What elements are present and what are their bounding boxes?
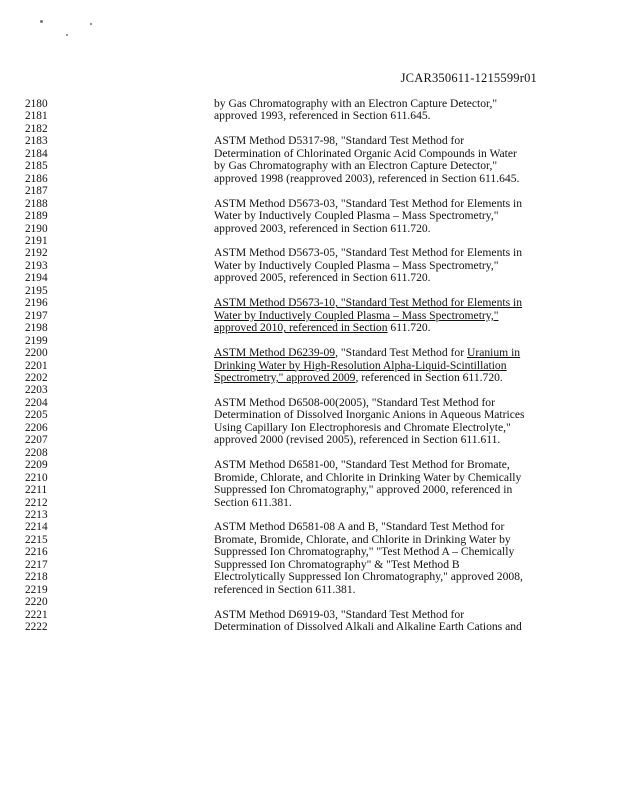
line-number: 2212 [25, 496, 48, 509]
line-number: 2189 [25, 210, 48, 223]
line-number: 2222 [25, 621, 48, 634]
line-number: 2185 [25, 160, 48, 173]
line-number: 2193 [25, 259, 48, 272]
line-number: 2208 [25, 446, 48, 459]
line-text [214, 173, 544, 185]
line-number: 2203 [25, 384, 48, 397]
line-text [214, 372, 544, 384]
amended-text: ASTM Method D6239-09 [214, 346, 336, 360]
text-line [0, 110, 619, 122]
text-line [0, 484, 619, 496]
text-segment: Suppressed Ion Chromatography," approved 2000, referenced in [214, 483, 513, 497]
text-segment: ASTM Method D6581-00, "Standard Test Method for Bromate, [214, 458, 510, 472]
line-number: 2214 [25, 521, 48, 534]
line-number: 2187 [25, 185, 48, 198]
line-number: 2199 [25, 334, 48, 347]
text-segment: Suppressed Ion Chromatography" & "Test Method B [214, 557, 460, 571]
line-number: 2197 [25, 309, 48, 322]
line-number: 2217 [25, 558, 48, 571]
text-line [0, 584, 619, 596]
scan-speck [40, 20, 43, 23]
line-number: 2198 [25, 322, 48, 335]
numbered-text-body [0, 98, 619, 633]
text-segment: Water by Inductively Coupled Plasma – Mass Spectrometry," [214, 258, 499, 272]
document-id-header: JCAR350611-1215599r01 [400, 71, 537, 85]
text-segment: approved 1993, referenced in Section 611.645. [214, 109, 431, 123]
line-number: 2184 [25, 147, 48, 160]
text-segment: , "Standard Test Method for [335, 346, 467, 360]
line-number: 2206 [25, 421, 48, 434]
text-segment: Determination of Dissolved Inorganic Anions in Aqueous Matrices [214, 408, 525, 422]
line-text [214, 110, 544, 122]
line-text [214, 584, 544, 596]
text-segment: Bromide, Chlorate, and Chlorite in Drinking Water by Chemically [214, 470, 522, 484]
line-number: 2200 [25, 347, 48, 360]
text-segment: Section 611.381. [214, 495, 292, 509]
line-number: 2194 [25, 272, 48, 285]
amended-text: approved 2010, referenced in Section [214, 321, 388, 335]
text-line [0, 322, 619, 334]
line-number: 2201 [25, 359, 48, 372]
line-number: 2204 [25, 396, 48, 409]
text-line [0, 621, 619, 633]
text-segment: ASTM Method D6919-03, "Standard Test Method for [214, 607, 465, 621]
text-line [0, 272, 619, 284]
text-line [0, 434, 619, 446]
line-number: 2211 [25, 484, 48, 497]
line-number: 2221 [25, 608, 48, 621]
text-line [0, 372, 619, 384]
line-number: 2180 [25, 98, 48, 110]
amended-text: Spectrometry," approved 2009 [214, 370, 356, 384]
amended-text: Water by Inductively Coupled Plasma – Mass Spectrometry," [214, 308, 499, 322]
line-text [214, 434, 544, 446]
line-number: 2202 [25, 371, 48, 384]
amended-text: Uranium in [466, 346, 521, 360]
line-number: 2213 [25, 508, 48, 521]
scan-speck [66, 34, 68, 36]
text-segment: by Gas Chromatography with an Electron Capture Detector," [214, 159, 498, 173]
line-number: 2196 [25, 297, 48, 310]
line-number: 2215 [25, 533, 48, 546]
text-segment: Suppressed Ion Chromatography," "Test Method A – Chemically [214, 545, 515, 559]
text-segment: approved 2005, referenced in Section 611.720. [214, 271, 431, 285]
text-segment: ASTM Method D5317-98, "Standard Test Method for [214, 134, 465, 148]
line-number: 2186 [25, 172, 48, 185]
text-segment: by Gas Chromatography with an Electron Capture Detector," [214, 97, 498, 110]
text-segment: approved 2003, referenced in Section 611.720. [214, 221, 431, 235]
line-number: 2219 [25, 583, 48, 596]
line-number: 2183 [25, 135, 48, 148]
line-number: 2188 [25, 197, 48, 210]
line-number: 2192 [25, 247, 48, 260]
text-line [0, 223, 619, 235]
line-number: 2209 [25, 459, 48, 472]
text-segment: Water by Inductively Coupled Plasma – Mass Spectrometry," [214, 209, 499, 223]
text-segment: ASTM Method D6581-08 A and B, "Standard Test Method for [214, 520, 505, 534]
line-number: 2190 [25, 222, 48, 235]
line-number: 2191 [25, 234, 48, 247]
line-text [214, 272, 544, 284]
text-line [0, 497, 619, 509]
scan-speck [90, 23, 92, 25]
text-segment: ASTM Method D5673-05, "Standard Test Method for Elements in [214, 246, 523, 260]
text-segment: Determination of Chlorinated Organic Acid Compounds in Water [214, 146, 517, 160]
line-number: 2182 [25, 122, 48, 135]
text-segment: Using Capillary Ion Electrophoresis and Chromate Electrolyte," [214, 420, 511, 434]
scan-specks [40, 18, 100, 38]
line-text [214, 621, 544, 633]
line-number: 2216 [25, 546, 48, 559]
text-line [0, 173, 619, 185]
amended-text: Drinking Water by High-Resolution Alpha-Liquid-Scintillation [214, 358, 507, 372]
text-segment: Bromate, Bromide, Chlorate, and Chlorite in Drinking Water by [214, 532, 511, 546]
line-text [214, 223, 544, 235]
amended-text: ASTM Method D5673-10, "Standard Test Method for Elements in [214, 296, 523, 310]
text-segment: , referenced in Section 611.720. [355, 370, 503, 384]
text-segment: referenced in Section 611.381. [214, 582, 356, 596]
text-segment: ASTM Method D5673-03, "Standard Test Method for Elements in [214, 196, 523, 210]
line-number: 2205 [25, 409, 48, 422]
text-segment: ASTM Method D6508-00(2005), "Standard Test Method for [214, 395, 495, 409]
text-segment: Electrolytically Suppressed Ion Chromatography," approved 2008, [214, 570, 523, 584]
line-number: 2181 [25, 110, 48, 123]
line-number: 2195 [25, 284, 48, 297]
line-number: 2207 [25, 434, 48, 447]
text-segment: approved 1998 (reapproved 2003), referenced in Section 611.645. [214, 171, 520, 185]
line-number: 2218 [25, 571, 48, 584]
text-segment: 611.720. [387, 321, 431, 335]
line-number: 2220 [25, 596, 48, 609]
line-text [214, 497, 544, 509]
text-segment: approved 2000 (revised 2005), referenced in Section 611.611. [214, 433, 501, 447]
line-text [214, 322, 544, 334]
line-number: 2210 [25, 471, 48, 484]
text-segment: Determination of Dissolved Alkali and Alkaline Earth Cations and [214, 620, 522, 634]
